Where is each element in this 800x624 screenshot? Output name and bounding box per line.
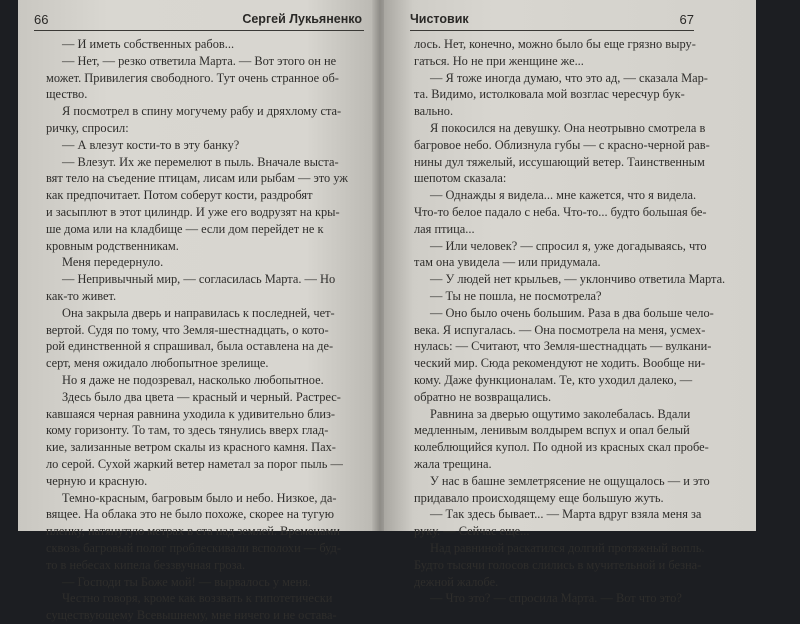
text-line: рой единственной я спрашивал, была оставлена на де- (46, 339, 334, 354)
text-line: — Нет, — резко ответила Марта. — Вот этого он не (62, 53, 337, 68)
text-line: — Однажды я видела... мне кажется, что я видела. (430, 188, 697, 203)
text-line: — А влезут кости-то в эту банку? (62, 137, 240, 152)
running-head-author: Сергей Лукьяненко (242, 12, 362, 26)
text-line: колеблющийся купол. По одной из красных скал пробе- (414, 440, 709, 455)
text-line: шепотом сказала: (414, 171, 507, 186)
text-line: вально. (414, 104, 454, 119)
text-line: кому горизонту. То там, то здесь тянулись вверх глад- (46, 423, 329, 438)
text-line: ше дома или на кладбище — если дом перейдет не к (46, 221, 324, 236)
right-page-body (414, 36, 734, 607)
text-line: Честно говоря, кроме как воззвать к гипотетически (62, 591, 333, 606)
text-line: — Влезут. Их же перемелют в пыль. Вначале выста- (62, 154, 339, 169)
right-page (384, 0, 756, 606)
text-line: лось. Нет, конечно, можно было бы еще грязно выру- (414, 37, 696, 51)
text-line: Равнина за дверью ощутимо заколебалась. Вдали (430, 406, 691, 421)
text-line: У нас в башне землетрясение не ощущалось — и это (430, 473, 710, 488)
header-rule (34, 30, 364, 31)
left-page-body (46, 36, 376, 624)
text-line: — Что это? — спросила Марта. — Вот что это? (430, 591, 682, 606)
page-number: 66 (34, 12, 49, 27)
text-line: кровным родственникам. (46, 238, 179, 253)
text-line: Я покосился на девушку. Она неотрывно смотрела в (430, 120, 706, 135)
text-line: как предпочитает. Потом соберут кости, раздробят (46, 188, 313, 203)
text-line: нулась: — Считают, что Земля-шестнадцать — вулкани- (414, 339, 712, 354)
text-line: дежной жалобе. (414, 574, 499, 589)
text-line: — И иметь собственных рабов... (62, 37, 235, 51)
text-line: багровое небо. Облизнула губы — с красно-черной рав- (414, 137, 710, 152)
text-line: ричку, спросил: (46, 120, 129, 135)
text-line: придавало происходящему еще большую жуть. (414, 490, 664, 505)
text-line: Будто тысячи голосов слились в мучительной и безна- (414, 557, 702, 572)
text-line: щество. (46, 87, 88, 102)
right-page-header (410, 12, 694, 32)
text-line: существующему Всевышнему, мне ничего и не остава- (46, 608, 337, 623)
text-line: жала трещина. (414, 456, 492, 471)
text-line: Я посмотрел в спину могучему рабу и дряхлому ста- (62, 104, 342, 119)
left-page-header (34, 12, 364, 32)
text-line: Меня передернуло. (62, 255, 164, 270)
header-rule (410, 30, 694, 31)
text-line: лая птица... (414, 221, 475, 236)
text-line: — Непривычный мир, — согласилась Марта. — Но (62, 272, 336, 287)
text-line: вящее. На облака это не было похоже, скорее на тугую (46, 507, 334, 522)
text-line: Но я даже не подозревал, насколько любопытное. (62, 372, 324, 387)
text-line: как-то живет. (46, 288, 117, 303)
text-line: века. Я испугалась. — Она посмотрела на меня, усмех- (414, 322, 706, 337)
running-head-title: Чистовик (410, 12, 469, 26)
text-line: Она закрыла дверь и направилась к последней, чет- (62, 305, 335, 320)
text-line: — Так здесь бывает... — Марта вдруг взяла меня за (430, 507, 702, 522)
text-line: — Я тоже иногда думаю, что это ад, — сказала Мар- (430, 70, 708, 85)
text-line: серт, меня ожидало любопытное зрелище. (46, 356, 269, 371)
text-line: сквозь багровый полог проблескивали всполохи — буд- (46, 540, 341, 555)
text-line: ческий мир. Сюда рекомендуют не ходить. Вообще ни- (414, 356, 706, 371)
text-line: Здесь было два цвета — красный и черный. Растрес- (62, 389, 341, 404)
text-line: там она увидела — или придумала. (414, 255, 601, 270)
text-line: — У людей нет крыльев, — уклончиво ответила Марта. (430, 272, 726, 287)
text-line: — Господи ты Боже мой! — вырвалось у меня. (62, 574, 311, 589)
text-line: та. Видимо, истолковала мой возглас чересчур бук- (414, 87, 685, 102)
text-line: — Или человек? — спросил я, уже догадываясь, что (430, 238, 707, 253)
text-line: ло серой. Сухой жаркий ветер наметал за порог пыль — (46, 456, 343, 471)
text-line: вертой. Судя по тому, что Земля-шестнадцать, о кото- (46, 322, 329, 337)
text-line: может. Привилегия свободного. Тут очень странное об- (46, 70, 339, 85)
page-number: 67 (679, 12, 694, 27)
text-line: то в небесах кипела беззвучная гроза. (46, 557, 246, 572)
text-line: кие, зализанные ветром скалы из красного камня. Пах- (46, 440, 336, 455)
text-line: кому. Даже функционалам. Те, кто уходил далеко, — (414, 372, 693, 387)
left-page (18, 0, 378, 623)
text-line: вят тело на съедение птицам, лисам или рыбам — это уж (46, 171, 348, 186)
text-line: медленным, ленивым волдырем вспух и опал белый (414, 423, 690, 438)
text-line: Что-то белое падало с неба. Что-то... будто большая бе- (414, 204, 707, 219)
text-line: кавшаяся черная равнина уходила к удивительно близ- (46, 406, 336, 421)
text-line: и засыплют в этот цилиндр. И уже его водрузят на кры- (46, 204, 340, 219)
text-line: обратно не возвращались. (414, 389, 552, 404)
text-line: руку. — Сейчас еще... (414, 524, 530, 539)
text-line: — Оно было очень большим. Раза в два больше чело- (430, 305, 714, 320)
text-line: Над равниной раскатился долгий протяжный вопль. (430, 540, 705, 555)
text-line: нины дул тяжелый, иссушающий ветер. Таинственным (414, 154, 705, 169)
text-line: гаться. Но не при женщине же... (414, 53, 584, 68)
text-line: Темно-красным, багровым было и небо. Низкое, да- (62, 490, 337, 505)
text-line: пленку, натянутую метрах в ста над землей. Временами (46, 524, 341, 539)
text-line: черную и красную. (46, 473, 148, 488)
text-line: — Ты не пошла, не посмотрела? (430, 288, 602, 303)
